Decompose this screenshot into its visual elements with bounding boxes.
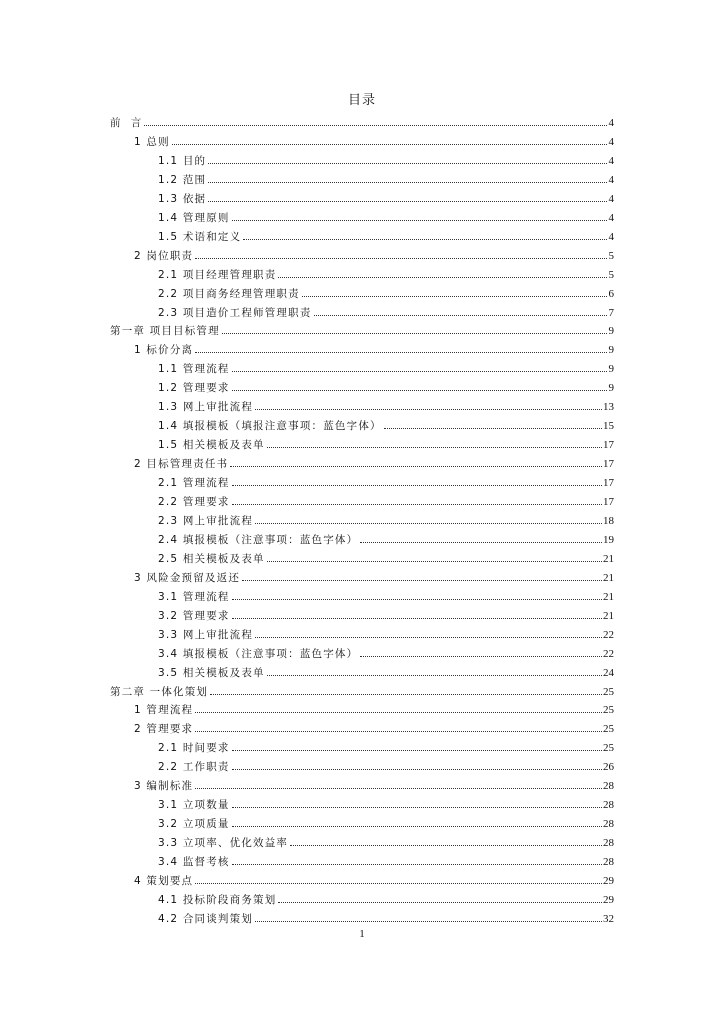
toc-leader-dots <box>243 229 607 240</box>
toc-leader-dots <box>144 115 607 126</box>
toc-entry-page: 15 <box>603 420 614 433</box>
toc-entry[interactable] <box>158 736 614 754</box>
toc-entry[interactable] <box>110 680 614 698</box>
toc-leader-dots <box>384 418 602 429</box>
toc-entry-page: 25 <box>603 742 614 755</box>
toc-leader-dots <box>267 437 602 448</box>
toc-entry[interactable] <box>158 812 614 830</box>
toc-entry[interactable] <box>158 490 614 508</box>
toc-entry-page: 4 <box>608 192 614 205</box>
toc-entry[interactable] <box>158 206 614 224</box>
toc-entry-page: 25 <box>603 704 614 717</box>
toc-entry-label: 3.3 网上审批流程 <box>158 628 254 641</box>
toc-entry-label: 2.2 工作职责 <box>158 761 230 774</box>
toc-entry-label: 4 策划要点 <box>134 875 194 887</box>
toc-entry-label: 3.5 相关模板及表单 <box>158 666 265 679</box>
toc-entry[interactable] <box>158 831 614 849</box>
toc-entry-label: 前 言 <box>110 117 143 129</box>
toc-entry[interactable] <box>158 755 614 773</box>
toc-entry-label: 2.2 项目商务经理管理职责 <box>158 287 300 300</box>
toc-entry[interactable] <box>158 168 614 186</box>
toc-leader-dots <box>267 551 602 562</box>
toc-entry-label: 1.3 依据 <box>158 192 207 205</box>
toc-entry-label: 1.3 网上审批流程 <box>158 401 254 414</box>
toc-leader-dots <box>278 267 607 278</box>
toc-entry-label: 2.3 项目造价工程师管理职责 <box>158 306 312 319</box>
toc-entry[interactable] <box>158 623 614 641</box>
toc-entry-label: 1.5 术语和定义 <box>158 230 242 243</box>
toc-entry-page: 21 <box>603 571 614 584</box>
toc-entry[interactable] <box>158 263 614 281</box>
toc-entry[interactable] <box>158 357 614 375</box>
toc-leader-dots <box>255 399 602 410</box>
toc-entry-page: 4 <box>608 211 614 224</box>
toc-leader-dots <box>267 665 602 676</box>
toc-entry-page: 18 <box>603 514 614 527</box>
toc-entry-label: 1.4 填报模板（填报注意事项：蓝色字体） <box>158 420 382 433</box>
toc-entry[interactable] <box>158 395 614 413</box>
toc-leader-dots <box>232 759 602 770</box>
toc-entry[interactable] <box>134 717 614 735</box>
toc-entry-page: 21 <box>603 609 614 622</box>
toc-entry-label: 1.2 范围 <box>158 173 207 186</box>
toc-entry-label: 3.1 立项数量 <box>158 799 230 812</box>
toc-entry-page: 17 <box>603 458 614 471</box>
toc-entry-page: 13 <box>603 401 614 414</box>
toc-entry-page: 4 <box>608 135 614 148</box>
toc-entry-label: 3.4 填报模板（注意事项：蓝色字体） <box>158 647 359 660</box>
toc-leader-dots <box>314 305 607 316</box>
toc-entry-page: 28 <box>603 837 614 850</box>
toc-entry[interactable] <box>158 850 614 868</box>
toc-leader-dots <box>195 342 607 353</box>
toc-entry-page: 26 <box>603 761 614 774</box>
toc-entry-label: 2 岗位职责 <box>134 249 194 262</box>
toc-leader-dots <box>232 854 602 865</box>
toc-entry-page: 28 <box>603 780 614 793</box>
toc-entry-label: 2 目标管理责任书 <box>134 458 229 471</box>
toc-entry-label: 1.1 目的 <box>158 154 207 167</box>
toc-leader-dots <box>195 873 602 884</box>
toc-entry[interactable] <box>158 661 614 679</box>
toc-entry-page: 24 <box>603 666 614 679</box>
toc-entry-label: 3.2 立项质量 <box>158 818 230 831</box>
toc-entry-label: 3 风险金预留及返还 <box>134 571 241 584</box>
toc-entry-page: 9 <box>608 344 614 357</box>
toc-entry-label: 4.1 投标阶段商务策划 <box>158 893 277 906</box>
toc-entry[interactable] <box>158 187 614 205</box>
toc-entry-label: 3 编制标准 <box>134 780 194 793</box>
toc-entry-page: 17 <box>603 477 614 490</box>
toc-leader-dots <box>255 911 602 922</box>
toc-entry-page: 7 <box>608 306 614 319</box>
toc-entry-page: 17 <box>603 496 614 508</box>
toc-leader-dots <box>172 134 607 145</box>
toc-entry[interactable] <box>134 869 614 887</box>
toc-leader-dots <box>360 646 602 657</box>
toc-entry[interactable] <box>158 528 614 546</box>
toc-entry-label: 2.3 网上审批流程 <box>158 514 254 527</box>
toc-leader-dots <box>255 513 602 524</box>
toc-entry[interactable] <box>158 282 614 300</box>
toc-leader-dots <box>242 570 602 581</box>
toc-entry[interactable] <box>158 888 614 906</box>
toc-entry-page: 25 <box>603 685 614 698</box>
toc-entry[interactable] <box>158 907 614 925</box>
toc-entry[interactable] <box>158 225 614 243</box>
toc-entry-label: 1.1 管理流程 <box>158 363 230 376</box>
toc-leader-dots <box>195 721 602 732</box>
toc-entry-page: 5 <box>608 268 614 281</box>
toc-entry[interactable] <box>134 130 614 148</box>
toc-leader-dots <box>255 627 602 638</box>
toc-leader-dots <box>232 797 602 808</box>
toc-leader-dots <box>222 323 607 334</box>
toc-entry-label: 1 标价分离 <box>134 344 194 357</box>
toc-entry-label: 2.5 相关模板及表单 <box>158 552 265 565</box>
toc-entry-page: 28 <box>603 818 614 831</box>
toc-entry[interactable] <box>134 698 614 716</box>
toc-entry-label: 第二章 一体化策划 <box>110 685 209 698</box>
toc-entry-page: 17 <box>603 439 614 452</box>
toc-entry[interactable] <box>134 452 614 470</box>
toc-entry[interactable] <box>110 111 614 129</box>
toc-entry-label: 3.2 管理要求 <box>158 609 230 622</box>
toc-entry[interactable] <box>134 566 614 584</box>
toc-entry-label: 2 管理要求 <box>134 723 194 736</box>
toc-entry-page: 4 <box>608 154 614 167</box>
toc-entry-label: 1.5 相关模板及表单 <box>158 439 265 452</box>
toc-leader-dots <box>232 475 602 486</box>
toc-leader-dots <box>208 172 607 183</box>
toc-entry-label: 1 管理流程 <box>134 704 194 717</box>
toc-entry[interactable] <box>158 301 614 319</box>
toc-entry[interactable] <box>158 642 614 660</box>
toc-entry[interactable] <box>158 376 614 394</box>
toc-leader-dots <box>232 608 602 619</box>
toc-entry-label: 1.4 管理原则 <box>158 211 230 224</box>
toc-entry-label: 1 总则 <box>134 135 170 148</box>
toc-entry-page: 29 <box>603 893 614 906</box>
toc-entry-page: 32 <box>603 912 614 925</box>
toc-entry[interactable] <box>158 414 614 432</box>
toc-entry[interactable] <box>134 774 614 792</box>
toc-entry-page: 6 <box>608 287 614 300</box>
toc-entry-label: 3.3 立项率、优化效益率 <box>158 837 289 850</box>
toc-title: 目录 <box>347 93 376 108</box>
toc-entry-page: 9 <box>608 363 614 376</box>
toc-leader-dots <box>208 153 607 164</box>
toc-entry-page: 21 <box>603 552 614 565</box>
toc-leader-dots <box>208 191 607 202</box>
toc-leader-dots <box>232 816 602 827</box>
toc-entry-label: 3.4 监督考核 <box>158 856 230 869</box>
toc-entry[interactable] <box>134 338 614 356</box>
toc-entry-page: 22 <box>603 647 614 660</box>
toc-entry-page: 5 <box>608 249 614 262</box>
toc-leader-dots <box>232 361 607 372</box>
toc-entry-label: 2.1 管理流程 <box>158 477 230 490</box>
toc-entry-label: 1.2 管理要求 <box>158 382 230 395</box>
toc-leader-dots <box>232 494 602 505</box>
toc-entry-label: 2.4 填报模板（注意事项：蓝色字体） <box>158 533 359 546</box>
toc-entry-label: 2.1 项目经理管理职责 <box>158 268 277 281</box>
toc-entry-label: 2.2 管理要求 <box>158 496 230 508</box>
toc-leader-dots <box>195 702 602 713</box>
toc-entry-label: 3.1 管理流程 <box>158 590 230 603</box>
toc-entry[interactable] <box>158 433 614 451</box>
toc-entry[interactable] <box>158 793 614 811</box>
toc-entry-page: 9 <box>608 382 614 395</box>
toc-entry[interactable] <box>110 319 614 337</box>
toc-entry[interactable] <box>158 509 614 527</box>
toc-entry-page: 4 <box>608 173 614 186</box>
toc-leader-dots <box>278 892 602 903</box>
toc-entry-page: 25 <box>603 723 614 736</box>
toc-leader-dots <box>232 589 602 600</box>
page-number-footer: 1 <box>359 928 365 940</box>
toc-leader-dots <box>230 456 602 467</box>
toc-entry-page: 9 <box>608 325 614 338</box>
toc-entry-page: 4 <box>608 117 614 129</box>
toc-entry[interactable] <box>134 244 614 262</box>
toc-leader-dots <box>302 286 607 297</box>
toc-leader-dots <box>232 740 602 751</box>
toc-leader-dots <box>290 835 602 846</box>
toc-entry[interactable] <box>158 149 614 167</box>
toc-entry[interactable] <box>158 471 614 489</box>
toc-leader-dots <box>232 380 607 391</box>
toc-leader-dots <box>210 684 602 695</box>
toc-entry-page: 4 <box>608 230 614 243</box>
toc-entry-page: 22 <box>603 628 614 641</box>
toc-entry-label: 第一章 项目目标管理 <box>110 325 220 338</box>
toc-leader-dots <box>232 210 607 221</box>
toc-entry-page: 29 <box>603 875 614 887</box>
toc-entry-label: 2.1 时间要求 <box>158 742 230 755</box>
toc-entry[interactable] <box>158 585 614 603</box>
toc-entry-page: 28 <box>603 799 614 812</box>
toc-entry-page: 19 <box>603 533 614 546</box>
toc-entry[interactable] <box>158 547 614 565</box>
toc-entry-page: 28 <box>603 856 614 869</box>
toc-leader-dots <box>195 778 602 789</box>
toc-entry-page: 21 <box>603 590 614 603</box>
toc-entry-label: 4.2 合同谈判策划 <box>158 912 254 925</box>
toc-leader-dots <box>360 532 602 543</box>
toc-entry[interactable] <box>158 604 614 622</box>
toc-leader-dots <box>195 248 607 259</box>
